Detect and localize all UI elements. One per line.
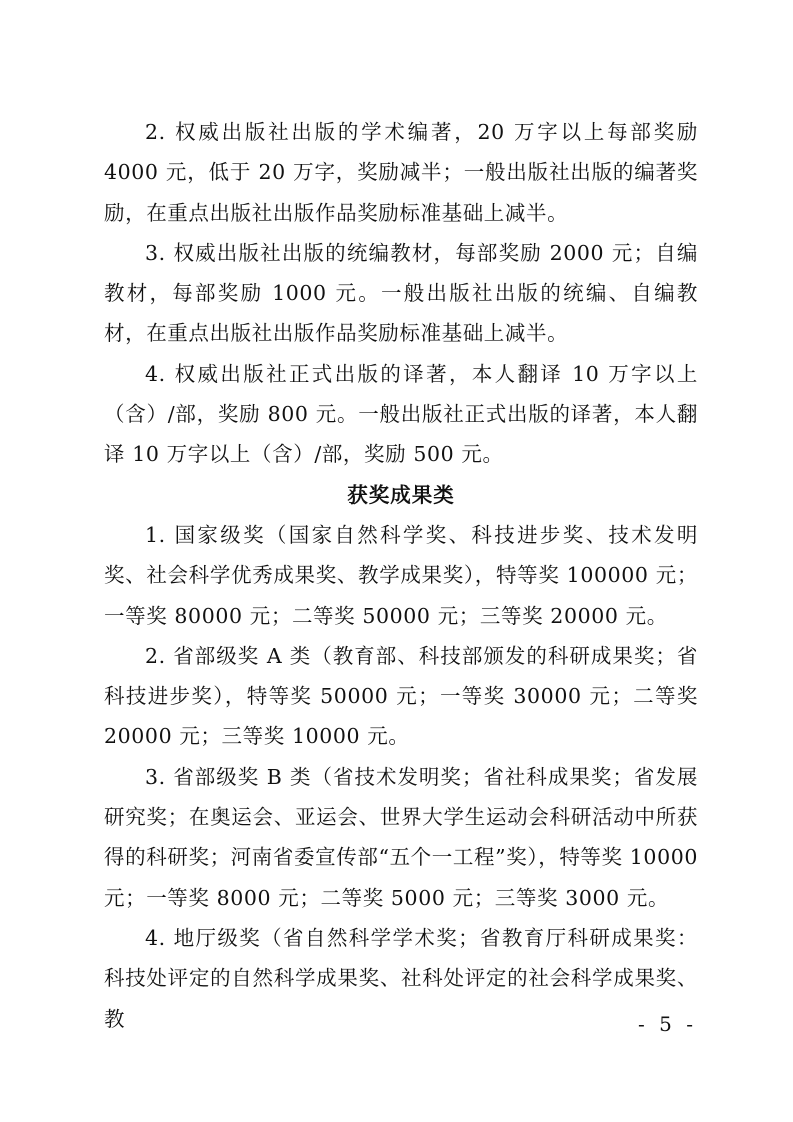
paragraph-provincial-award-a: 2. 省部级奖 A 类（教育部、科技部颁发的科研成果奖；省科技进步奖），特等奖 50000 元；一等奖 30000 元；二等奖 20000 元；三等奖 10000 元。 bbox=[104, 643, 698, 749]
section-heading: 获奖成果类 bbox=[347, 482, 455, 507]
paragraph-department-award: 4. 地厅级奖（省自然科学学术奖；省教育厅科研成果奖：科技处评定的自然科学成果奖、社科处评定的社会科学成果奖、教 bbox=[104, 925, 698, 1031]
paragraph-provincial-award-b: 3. 省部级奖 B 类（省技术发明奖；省社科成果奖；省发展研究奖；在奥运会、亚运会、世界大学生运动会科研活动中所获得的科研奖；河南省委宣传部“五个一工程”奖），特等奖 10000 元；一等奖 8000 元；二等奖 5000 元；三等奖 3000 元。 bbox=[104, 764, 698, 910]
document-body bbox=[104, 112, 698, 1039]
paragraph-textbook-reward: 3. 权威出版社出版的统编教材，每部奖励 2000 元；自编教材，每部奖励 1000 元。一般出版社出版的统编、自编教材，在重点出版社出版作品奖励标准基础上减半。 bbox=[104, 240, 698, 346]
paragraph-compiled-works-reward: 2. 权威出版社出版的学术编著，20 万字以上每部奖励 4000 元，低于 20 万字，奖励减半；一般出版社出版的编著奖励，在重点出版社出版作品奖励标准基础上减半。 bbox=[104, 120, 698, 225]
paragraph-translation-reward: 4. 权威出版社正式出版的译著，本人翻译 10 万字以上（含）/部，奖励 800 元。一般出版社正式出版的译著，本人翻译 10 万字以上（含）/部，奖励 500 元。 bbox=[104, 361, 698, 467]
page-number: - 5 - bbox=[638, 1012, 697, 1036]
paragraph-national-award: 1. 国家级奖（国家自然科学奖、科技进步奖、技术发明奖、社会科学优秀成果奖、教学成果奖），特等奖 100000 元；一等奖 80000 元；二等奖 50000 元；三等奖 20000 元。 bbox=[104, 522, 698, 628]
